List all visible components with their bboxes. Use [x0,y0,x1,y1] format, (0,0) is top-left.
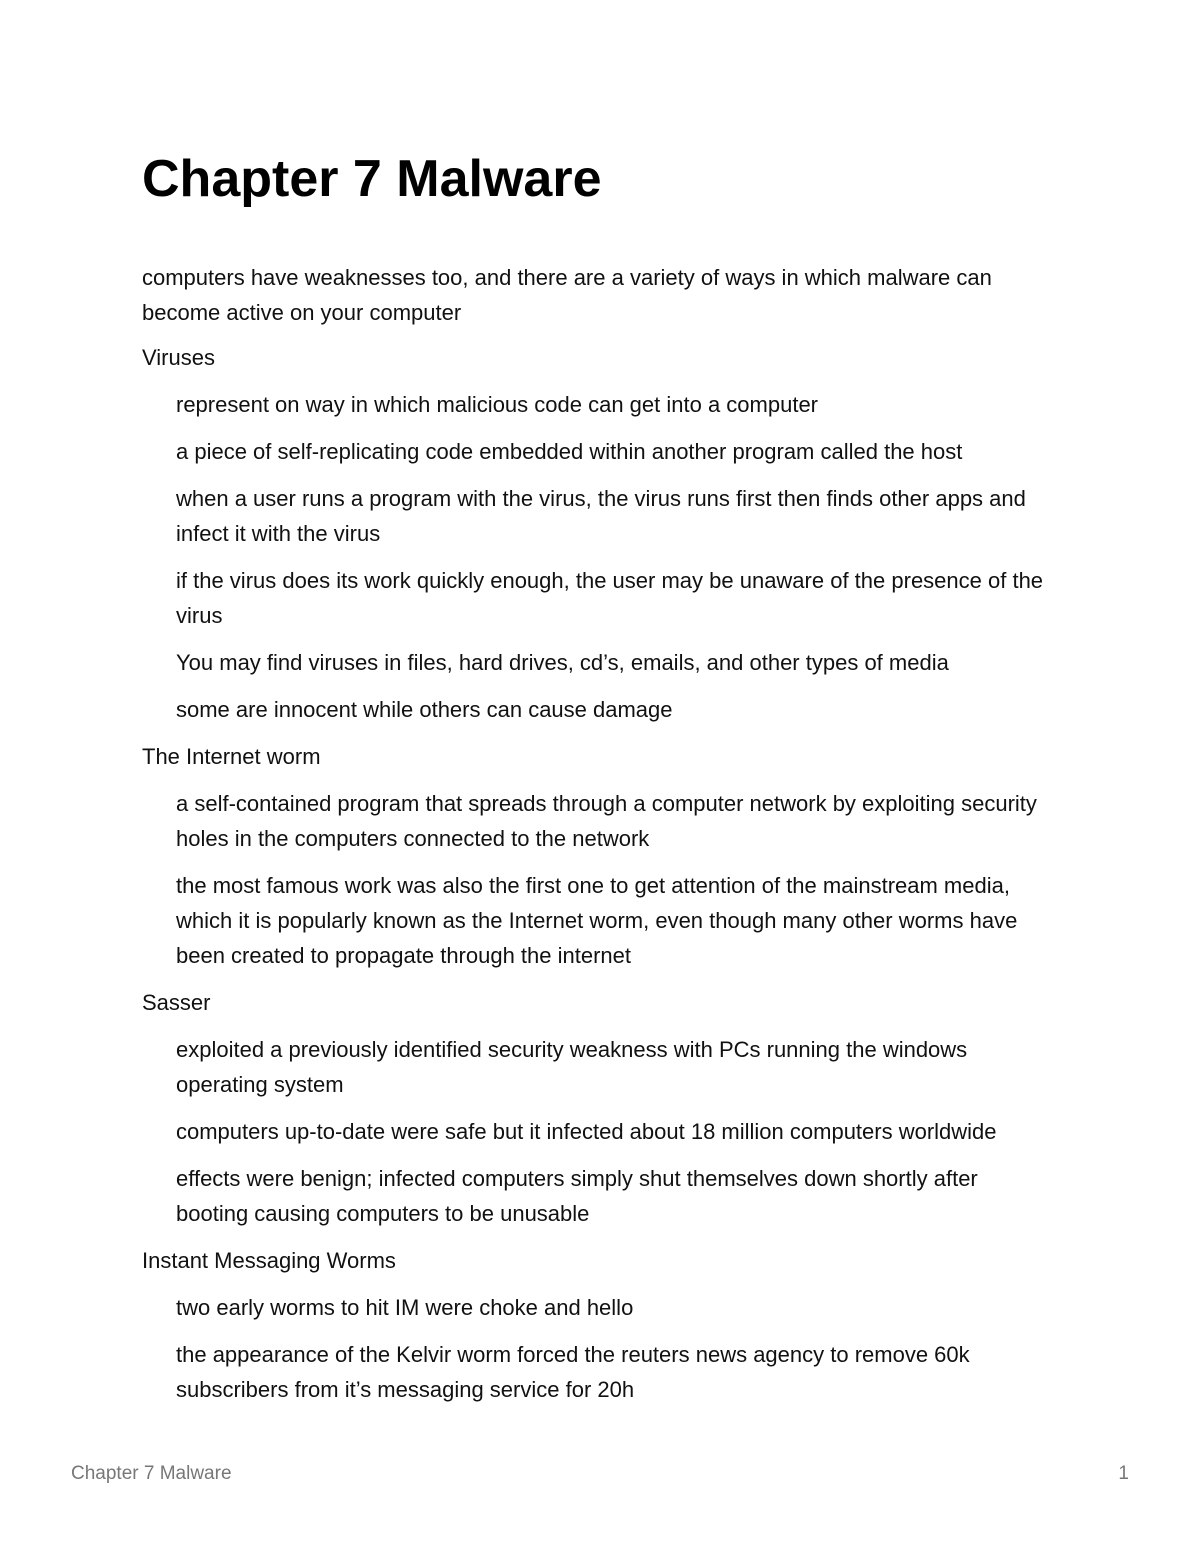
section-heading: Sasser [142,990,211,1015]
list-item: You may find viruses in files, hard drives, cd’s, emails, and other types of media [176,650,949,675]
list-item: two early worms to hit IM were choke and hello [176,1295,634,1320]
section-internet-worm [142,739,1062,973]
section-items [142,387,1062,727]
section-items [142,786,1062,973]
list-item: exploited a previously identified security weakness with PCs running the windows operating system [176,1037,968,1097]
list-item: if the virus does its work quickly enough, the user may be unaware of the presence of the virus [176,568,1044,628]
section-instant-messaging-worms [142,1243,1062,1407]
section-heading: The Internet worm [142,744,321,769]
intro-paragraph: computers have weaknesses too, and there are a variety of ways in which malware can become active on your computer [142,265,992,325]
list-item: when a user runs a program with the virus, the virus runs first then finds other apps and infect it with the virus [176,486,1026,546]
document-title: Chapter 7 Malware [142,150,602,208]
section-heading: Instant Messaging Worms [142,1248,396,1273]
list-item: computers up-to-date were safe but it infected about 18 million computers worldwide [176,1119,997,1144]
section-viruses [142,340,1062,727]
list-item: the appearance of the Kelvir worm forced the reuters news agency to remove 60k subscribers from it’s messaging service for 20h [176,1342,970,1402]
section-heading: Viruses [142,345,215,370]
list-item: a self-contained program that spreads through a computer network by exploiting security holes in the computers connected to the network [176,791,1037,851]
page-content [142,148,1062,1419]
list-item: represent on way in which malicious code can get into a computer [176,392,819,417]
section-sasser [142,985,1062,1231]
section-items [142,1032,1062,1231]
list-item: some are innocent while others can cause damage [176,697,673,722]
list-item: a piece of self-replicating code embedded within another program called the host [176,439,963,464]
page-footer [71,1463,1129,1491]
page-number: 1 [1118,1463,1129,1484]
list-item: the most famous work was also the first one to get attention of the mainstream media, which it is popularly known as the Internet worm, even though many other worms have been created to propagate through the internet [176,873,1018,968]
section-items [142,1290,1062,1407]
footer-title: Chapter 7 Malware [71,1463,232,1484]
list-item: effects were benign; infected computers simply shut themselves down shortly after booting causing computers to be unusable [176,1166,978,1226]
